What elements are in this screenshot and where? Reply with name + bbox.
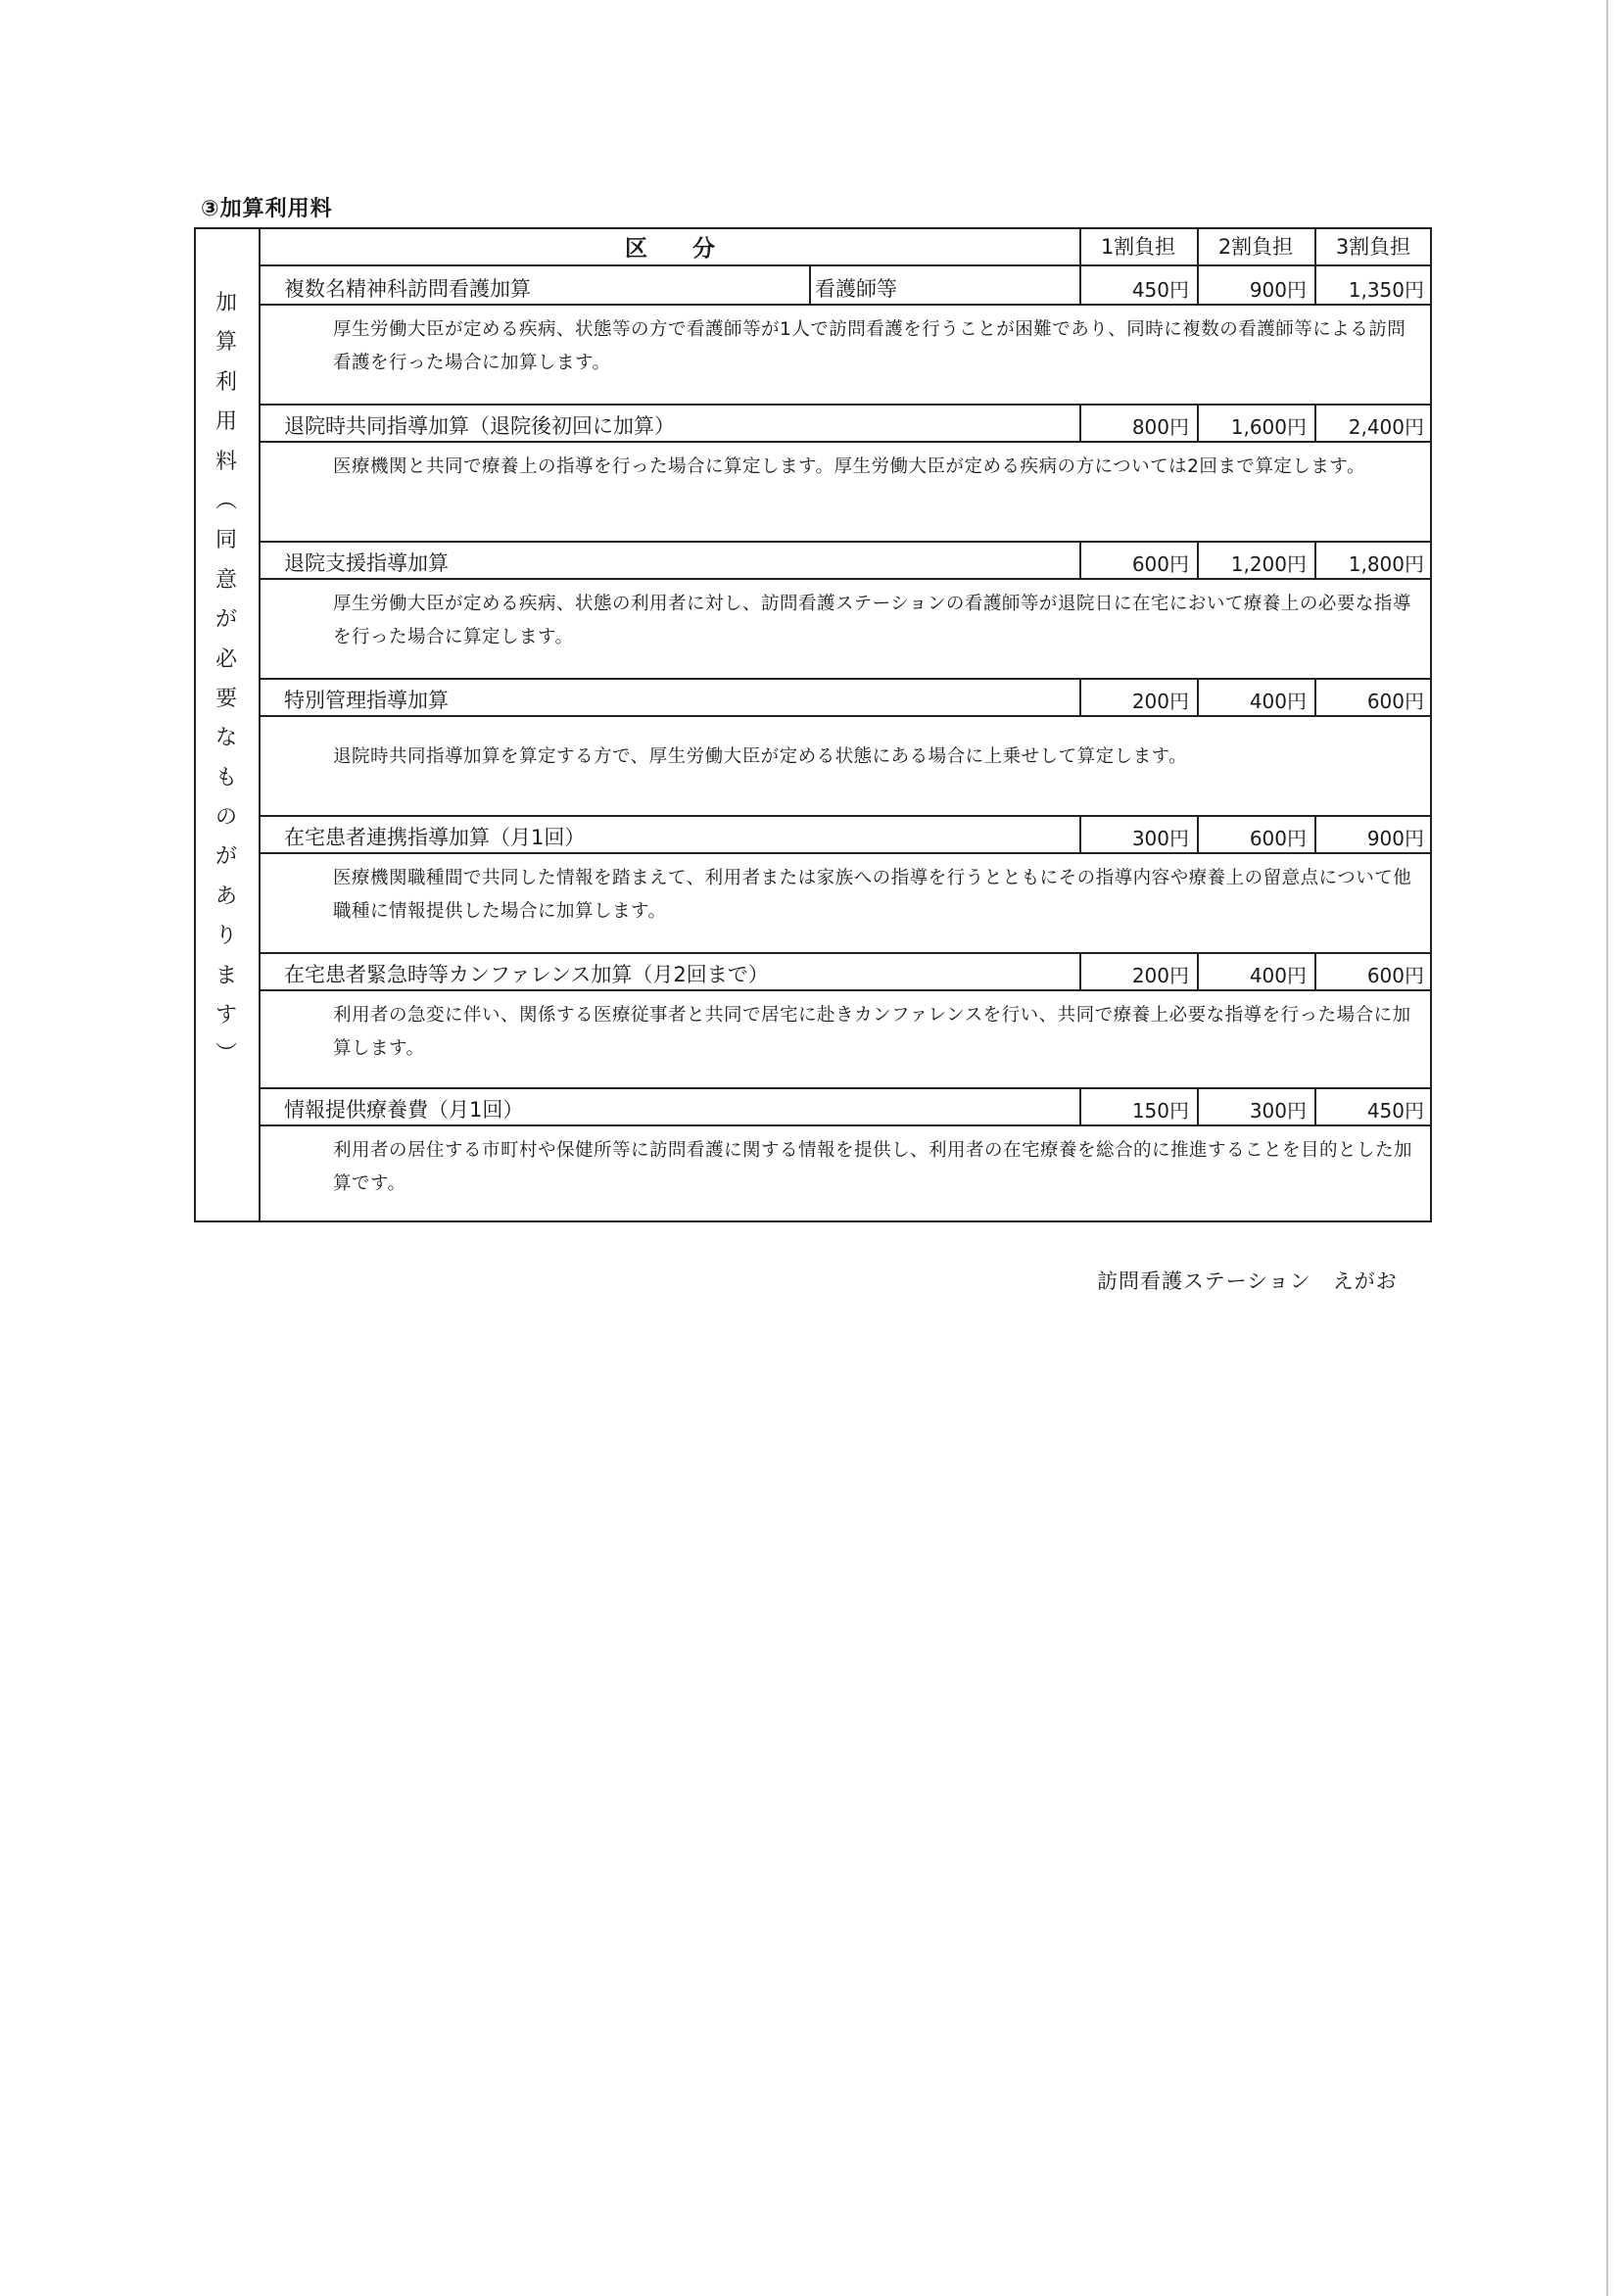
section-heading: ③加算利用料	[201, 197, 333, 221]
side-label-char: 料	[214, 449, 237, 474]
price-1wari: 200円	[1131, 690, 1189, 713]
col-divider	[1079, 678, 1081, 715]
scan-edge-line	[1606, 0, 1608, 2296]
col-divider	[1197, 1087, 1199, 1124]
side-label-char: 必	[214, 646, 237, 672]
side-label-char: が	[214, 844, 237, 870]
price-3wari: 600円	[1366, 690, 1424, 713]
col-divider	[1314, 266, 1316, 304]
price-1wari: 450円	[1131, 278, 1189, 302]
item-description: 厚生労働大臣が定める疾病、状態等の方で看護師等が1人で訪問看護を行うことが困難であり、同時に複数の看護師等による訪問看護を行った場合に加算します。	[333, 319, 1406, 373]
price-1wari: 150円	[1131, 1099, 1189, 1123]
price-2wari: 900円	[1249, 278, 1307, 302]
item-sub-category: 看護師等	[815, 277, 897, 301]
item-description: 医療機関と共同で療養上の指導を行った場合に算定します。厚生労働大臣が定める疾病の方については2回まで算定します。	[333, 456, 1365, 477]
col-divider	[1079, 404, 1081, 441]
row-divider	[261, 541, 1432, 543]
price-1wari: 300円	[1131, 827, 1189, 850]
price-3wari: 1,800円	[1348, 552, 1424, 576]
side-label-char: の	[214, 805, 237, 831]
item-description: 利用者の急変に伴い、関係する医療従事者と共同で居宅に赴きカンファレンスを行い、共同で療養上必要な指導を行った場合に加算します。	[333, 1005, 1411, 1059]
price-1wari: 200円	[1131, 964, 1189, 987]
item-name: 情報提供療養費（月1回）	[284, 1098, 524, 1122]
row-divider	[261, 441, 1432, 443]
header-col-divider	[1314, 227, 1316, 266]
col-divider	[1079, 1087, 1081, 1124]
row-divider	[261, 578, 1432, 580]
side-label-char: も	[214, 765, 237, 790]
item-description: 厚生労働大臣が定める疾病、状態の利用者に対し、訪問看護ステーションの看護師等が退院日に在宅において療養上の必要な指導を行った場合に算定します。	[333, 594, 1411, 647]
col-divider	[1197, 266, 1199, 304]
col-divider	[1314, 541, 1316, 578]
price-3wari: 900円	[1366, 827, 1424, 850]
price-2wari: 400円	[1249, 690, 1307, 713]
side-label-char: 意	[214, 567, 237, 593]
item-description: 退院時共同指導加算を算定する方で、厚生労働大臣が定める状態にある場合に上乗せして算定します。	[333, 746, 1188, 767]
row-divider	[261, 852, 1432, 854]
side-label-char: ︵	[214, 488, 237, 513]
col-divider	[1314, 1087, 1316, 1124]
col-divider	[1314, 404, 1316, 441]
col-divider	[1197, 952, 1199, 989]
price-2wari: 600円	[1249, 827, 1307, 850]
row-divider	[261, 304, 1432, 306]
price-3wari: 2,400円	[1348, 415, 1424, 439]
col-divider	[1079, 815, 1081, 852]
row-divider	[261, 1124, 1432, 1126]
side-label-char: 加	[214, 291, 237, 315]
row-divider	[261, 404, 1432, 406]
col-divider	[1314, 952, 1316, 989]
item-name: 特別管理指導加算	[284, 689, 449, 712]
col-divider	[1079, 266, 1081, 304]
price-1wari: 600円	[1131, 552, 1189, 576]
item-name: 在宅患者緊急時等カンファレンス加算（月2回まで）	[284, 963, 769, 986]
row-divider	[261, 678, 1432, 680]
item-name: 退院支援指導加算	[284, 551, 449, 575]
col-divider	[1314, 815, 1316, 852]
col-divider	[1079, 952, 1081, 989]
side-label-char: 同	[214, 528, 237, 553]
side-label-column	[194, 227, 261, 1222]
item-name: 在宅患者連携指導加算（月1回）	[284, 826, 586, 849]
col-divider	[1197, 404, 1199, 441]
side-label-char: ま	[214, 963, 237, 988]
col-divider	[1197, 815, 1199, 852]
col-divider	[1197, 678, 1199, 715]
header-category: 区 分	[261, 227, 1079, 266]
price-2wari: 400円	[1249, 964, 1307, 987]
row-divider	[261, 815, 1432, 817]
side-label-char: な	[214, 726, 237, 751]
price-1wari: 800円	[1131, 415, 1189, 439]
col-divider	[1314, 678, 1316, 715]
header-col-divider	[1079, 227, 1081, 266]
row-divider	[261, 952, 1432, 954]
sub-divider	[809, 266, 811, 304]
side-label-text	[194, 284, 259, 1076]
header-col1: 1割負担	[1079, 227, 1197, 266]
row-divider	[261, 1087, 1432, 1089]
header-col2: 2割負担	[1197, 227, 1314, 266]
row-divider	[261, 989, 1432, 991]
side-label-char: 要	[214, 686, 237, 711]
side-label-char: ︶	[214, 1042, 237, 1068]
price-3wari: 450円	[1366, 1099, 1424, 1123]
side-label-char: あ	[214, 884, 237, 909]
price-2wari: 1,200円	[1230, 552, 1307, 576]
side-label-char: が	[214, 607, 237, 633]
col-divider	[1197, 541, 1199, 578]
side-label-char: り	[214, 924, 237, 949]
item-name: 複数名精神科訪問看護加算	[284, 277, 531, 301]
header-col-divider	[1197, 227, 1199, 266]
price-2wari: 1,600円	[1230, 415, 1307, 439]
item-description: 利用者の居住する市町村や保健所等に訪問看護に関する情報を提供し、利用者の在宅療養を総合的に推進することを目的とした加算です。	[333, 1140, 1413, 1194]
side-label-char: 用	[214, 409, 237, 435]
price-2wari: 300円	[1249, 1099, 1307, 1123]
side-label-char: 利	[214, 369, 237, 395]
side-label-char: す	[214, 1003, 237, 1028]
price-3wari: 600円	[1366, 964, 1424, 987]
row-divider	[261, 715, 1432, 717]
item-name: 退院時共同指導加算（退院後初回に加算）	[284, 414, 675, 438]
item-description: 医療機関職種間で共同した情報を踏まえて、利用者または家族への指導を行うとともにその指導内容や療養上の留意点について他職種に情報提供した場合に加算します。	[333, 868, 1412, 922]
header-col3: 3割負担	[1314, 227, 1432, 266]
col-divider	[1079, 541, 1081, 578]
price-3wari: 1,350円	[1348, 278, 1424, 302]
side-label-char: 算	[214, 330, 237, 356]
station-name: 訪問看護ステーション えがお	[1097, 1269, 1398, 1293]
